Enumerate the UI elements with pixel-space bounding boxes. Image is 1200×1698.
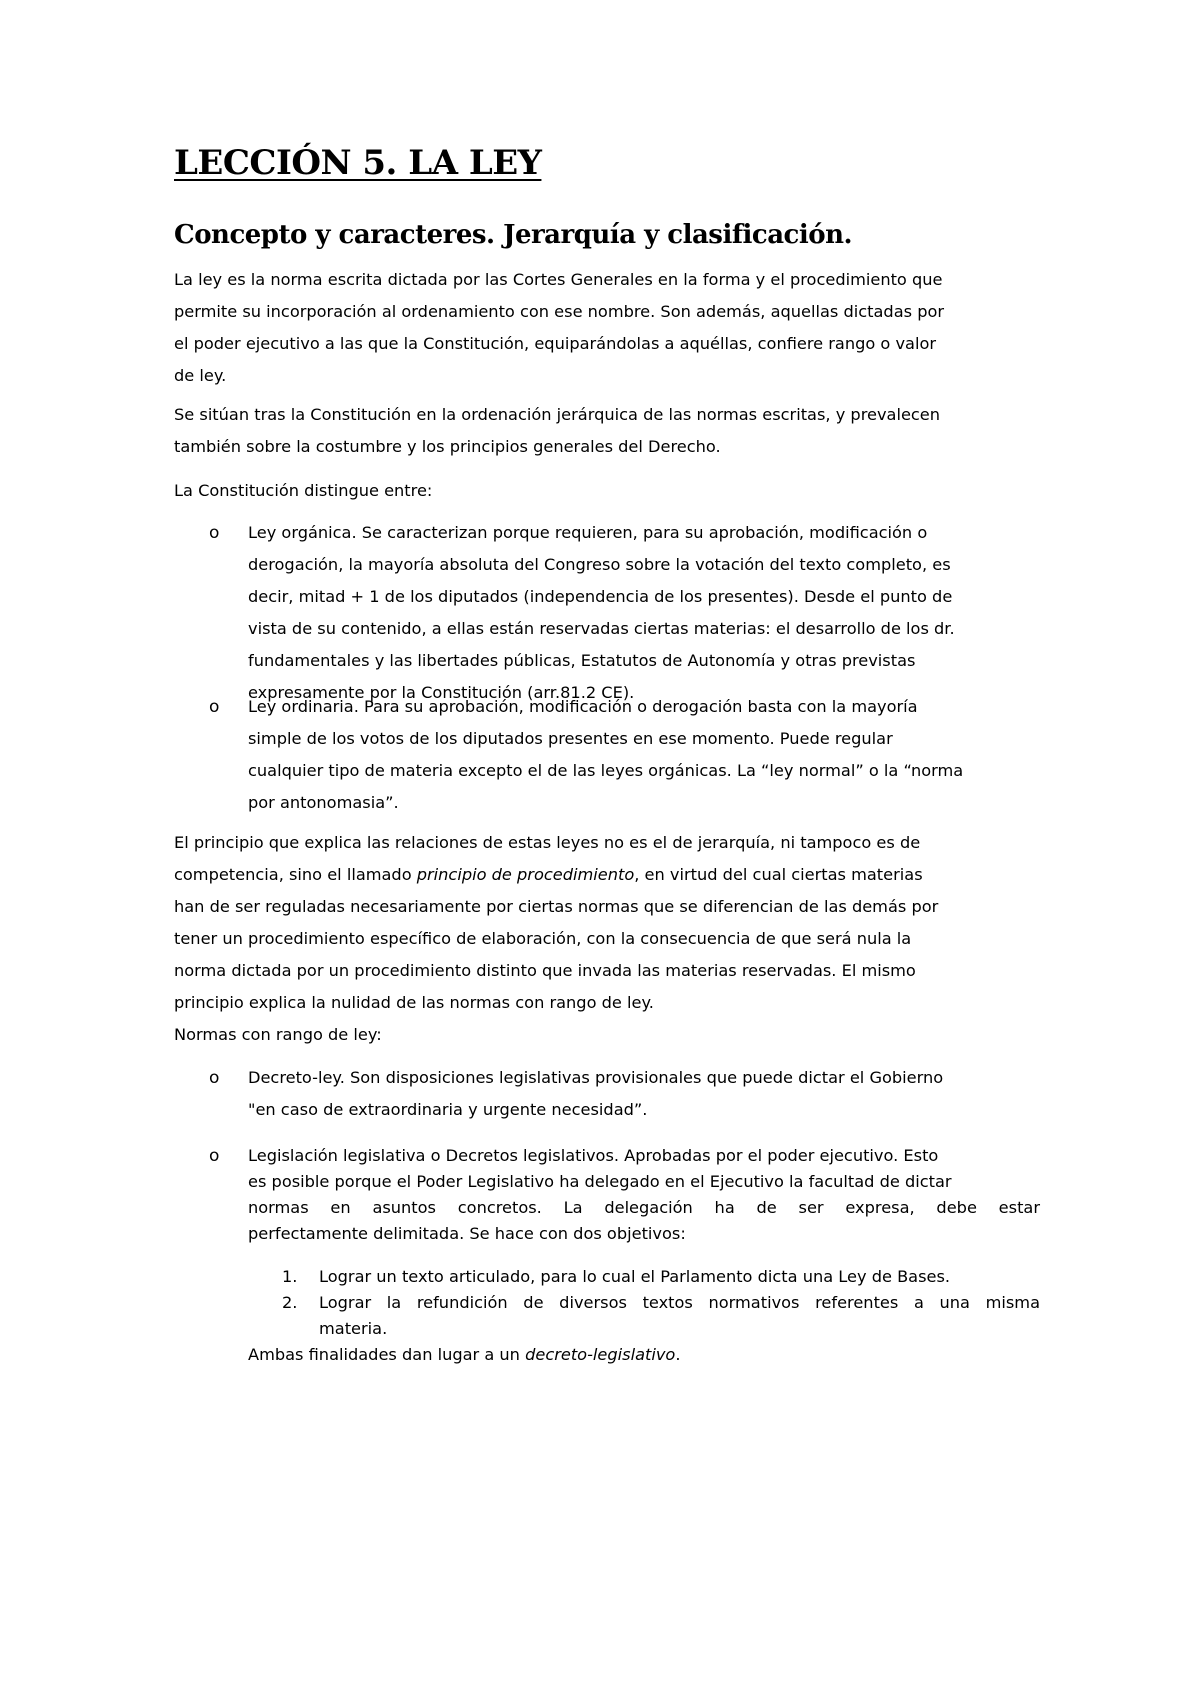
text-line: Se sitúan tras la Constitución en la ordenación jerárquica de las normas escritas, y prevalecen — [174, 405, 941, 424]
text-line: perfectamente delimitada. Se hace con dos objetivos: — [248, 1224, 686, 1243]
section-heading: Concepto y caracteres. Jerarquía y clasificación. — [174, 220, 853, 250]
text-line: materia. — [319, 1319, 388, 1338]
paragraph-definition — [174, 264, 1040, 392]
text-line: el poder ejecutivo a las que la Constitución, equiparándolas a aquéllas, confiere rango o valor — [174, 334, 937, 353]
text-line: Lograr un texto articulado, para lo cual el Parlamento dicta una Ley de Bases. — [319, 1267, 951, 1286]
text-line: han de ser reguladas necesariamente por ciertas normas que se diferencian de las demás por — [174, 897, 939, 916]
text-line: derogación, la mayoría absoluta del Congreso sobre la votación del texto completo, es — [248, 555, 951, 574]
text-line: Ley orgánica. Se caracterizan porque requieren, para su aprobación, modificación o — [248, 523, 928, 542]
text-line: también sobre la costumbre y los principios generales del Derecho. — [174, 437, 721, 456]
text-line: permite su incorporación al ordenamiento con ese nombre. Son además, aquellas dictadas por — [174, 302, 945, 321]
text-line: tener un procedimiento específico de elaboración, con la consecuencia de que será nula la — [174, 929, 912, 948]
emphasis-text: decreto-legislativo — [525, 1345, 676, 1364]
text-line: simple de los votos de los diputados presentes en ese momento. Puede regular — [248, 729, 893, 748]
bullet-marker: o — [209, 1068, 220, 1088]
lesson-title: LECCIÓN 5. LA LEY — [174, 143, 542, 183]
text-line — [248, 1342, 1040, 1368]
bullet-marker: o — [209, 1146, 220, 1166]
number-marker: 2. — [282, 1293, 298, 1312]
text-line: Ley ordinaria. Para su aprobación, modificación o derogación basta con la mayoría — [248, 697, 918, 716]
text-line — [174, 859, 1040, 891]
text-run: , en virtud del cual ciertas materias — [634, 865, 923, 884]
text-line: vista de su contenido, a ellas están reservadas ciertas materias: el desarrollo de los dr. — [248, 619, 955, 638]
paragraph-procedure-principle — [174, 827, 1040, 1019]
numbered-item-text — [319, 1264, 1040, 1290]
text-line: cualquier tipo de materia excepto el de las leyes orgánicas. La “ley normal” o la “norma — [248, 761, 964, 780]
text-line: fundamentales y las libertades públicas, Estatutos de Autonomía y otras previstas — [248, 651, 916, 670]
list-item-text — [248, 1062, 1040, 1126]
paragraph-hierarchy — [174, 399, 1040, 463]
text-line: Decreto-ley. Son disposiciones legislativas provisionales que puede dictar el Gobierno — [248, 1068, 944, 1087]
bullet-marker: o — [209, 523, 220, 543]
text-line: La Constitución distingue entre: — [174, 481, 433, 500]
list-item-text — [248, 1143, 1040, 1247]
list-item-text — [248, 517, 1040, 709]
text-line: es posible porque el Poder Legislativo ha delegado en el Ejecutivo la facultad de dictar — [248, 1172, 952, 1191]
paragraph-constitution-intro — [174, 475, 1040, 507]
text-line: por antonomasia”. — [248, 793, 399, 812]
text-run: competencia, sino el llamado — [174, 865, 417, 884]
text-run: Ambas finalidades dan lugar a un — [248, 1345, 526, 1364]
emphasis-text: principio de procedimiento — [416, 865, 635, 884]
text-line: principio explica la nulidad de las normas con rango de ley. — [174, 993, 654, 1012]
text-line: de ley. — [174, 366, 227, 385]
text-line: Lograr la refundición de diversos textos normativos referentes a una misma — [319, 1293, 1040, 1312]
paragraph-normas-rango — [174, 1019, 1040, 1051]
text-line: expresamente por la Constitución (arr.81.2 CE). — [248, 683, 635, 702]
text-line: Normas con rango de ley: — [174, 1025, 382, 1044]
bullet-marker: o — [209, 697, 220, 717]
text-line: Legislación legislativa o Decretos legislativos. Aprobadas por el poder ejecutivo. Esto — [248, 1146, 939, 1165]
text-run: . — [675, 1345, 681, 1364]
text-line: normas en asuntos concretos. La delegación ha de ser expresa, debe estar — [248, 1198, 1040, 1217]
numbered-item-text — [319, 1290, 1040, 1342]
number-marker: 1. — [282, 1267, 298, 1286]
text-line: La ley es la norma escrita dictada por las Cortes Generales en la forma y el procedimiento que — [174, 270, 943, 289]
text-line: El principio que explica las relaciones de estas leyes no es el de jerarquía, ni tampoco es de — [174, 833, 921, 852]
text-line: "en caso de extraordinaria y urgente necesidad”. — [248, 1100, 648, 1119]
list-item-text — [248, 691, 1040, 819]
text-line: norma dictada por un procedimiento distinto que invada las materias reservadas. El mismo — [174, 961, 916, 980]
text-line: decir, mitad + 1 de los diputados (independencia de los presentes). Desde el punto de — [248, 587, 953, 606]
